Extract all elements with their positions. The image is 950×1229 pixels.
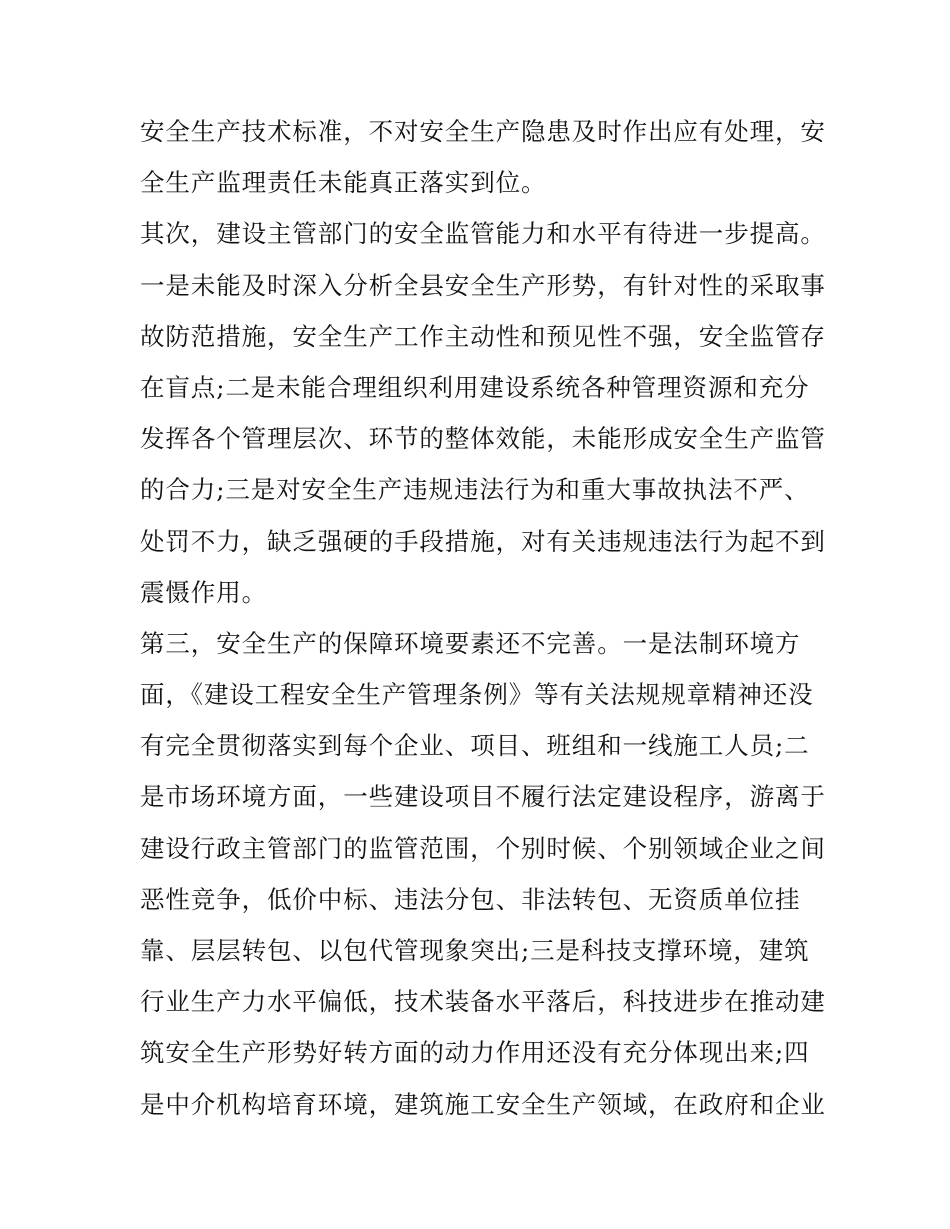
- body-text: [140, 106, 826, 1130]
- text-line: 安全生产技术标准，不对安全生产隐患及时作出应有处理，安: [140, 117, 826, 146]
- text-line: 行业生产力水平偏低，技术装备水平落后，科技进步在推动建: [140, 987, 826, 1017]
- text-line: 恶性竞争，低价中标、违法分包、非法转包、无资质单位挂: [140, 884, 801, 914]
- text-line: 有完全贯彻落实到每个企业、项目、班组和一线施工人员;二: [140, 731, 810, 761]
- text-line: 筑安全生产形势好转方面的动力作用还没有充分体现出来;四: [140, 1038, 810, 1068]
- text-line: 全生产监理责任未能真正落实到位。: [140, 168, 547, 198]
- text-line: 震慑作用。: [140, 577, 267, 607]
- text-line: 在盲点;二是未能合理组织利用建设系统各种管理资源和充分: [140, 372, 810, 402]
- text-line: 第三，安全生产的保障环境要素还不完善。一是法制环境方: [140, 628, 801, 658]
- text-line: 一是未能及时深入分析全县安全生产形势，有针对性的采取事: [140, 270, 826, 300]
- text-line: 是市场环境方面，一些建设项目不履行法定建设程序，游离于: [140, 782, 826, 812]
- text-line: 的合力;三是对安全生产违规违法行为和重大事故执法不严、: [140, 475, 810, 505]
- text-line: 建设行政主管部门的监管范围，个别时候、个别领域企业之间: [140, 833, 826, 863]
- text-line: 处罚不力，缺乏强硬的手段措施，对有关违规违法行为起不到: [140, 526, 826, 556]
- text-line: 故防范措施，安全生产工作主动性和预见性不强，安全监管存: [140, 321, 826, 351]
- text-line: 其次，建设主管部门的安全监管能力和水平有待进一步提高。: [140, 219, 826, 249]
- text-line: 发挥各个管理层次、环节的整体效能，未能形成安全生产监管: [140, 424, 826, 454]
- text-line: 面，《建设工程安全生产管理条例》等有关法规规章精神还没: [140, 680, 814, 710]
- text-line: 是中介机构培育环境，建筑施工安全生产领域，在政府和企业: [140, 1089, 826, 1119]
- text-line: 靠、层层转包、以包代管现象突出;三是科技支撑环境，建筑: [140, 936, 810, 965]
